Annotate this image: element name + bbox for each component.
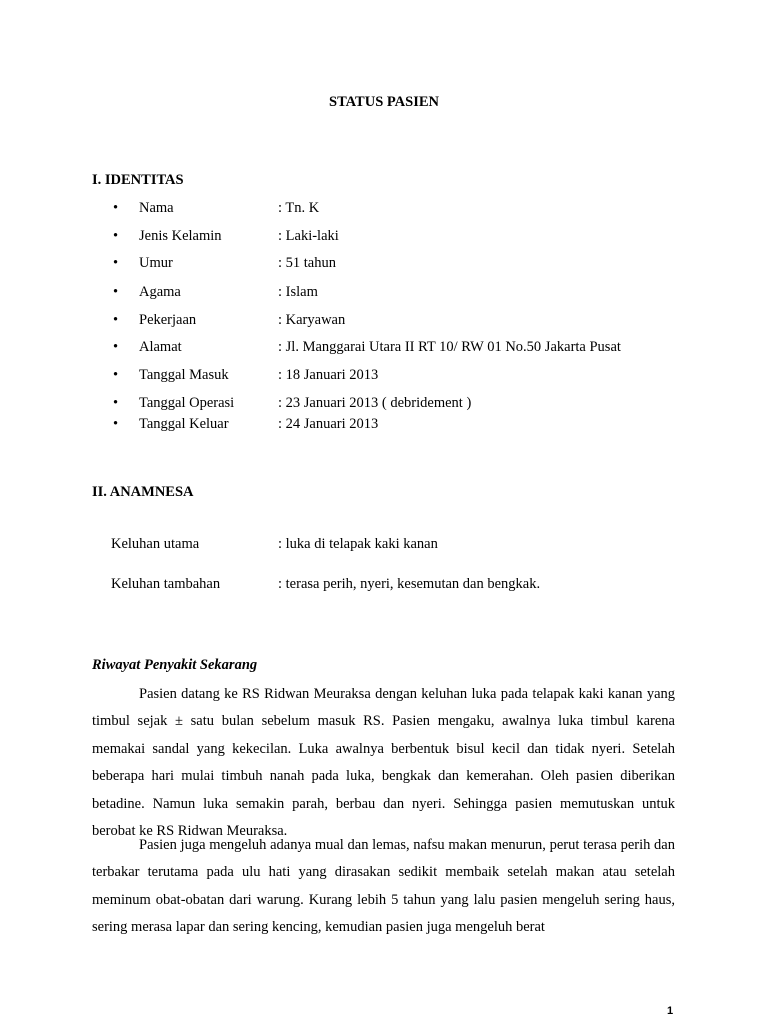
identity-label: Tanggal Masuk <box>139 367 229 383</box>
identity-label: Umur <box>139 255 173 271</box>
anamnesa-value: : luka di telapak kaki kanan <box>278 536 438 552</box>
bullet-icon: • <box>113 367 119 383</box>
identity-label: Alamat <box>139 339 182 355</box>
section-heading-anamnesa: II. ANAMNESA <box>92 484 194 500</box>
anamnesa-label: Keluhan utama <box>111 536 200 552</box>
document-title: STATUS PASIEN <box>329 94 439 110</box>
paragraph-history-2: Pasien juga mengeluh adanya mual dan lemas, nafsu makan menurun, perut terasa perih dan terbakar terutama pada ulu hati yang dirasakan sedikit membaik setelah makan atau setelah meminum obat-obatan dari warung. Kurang lebih 5 tahun yang lalu pasien mengeluh sering haus, sering merasa lapar dan sering kencing, kemudian pasien juga mengeluh berat <box>92 837 675 936</box>
bullet-icon: • <box>113 416 119 432</box>
identity-value: : Karyawan <box>278 312 346 328</box>
identity-row-jenis-kelamin <box>0 228 768 248</box>
identity-value: : 18 Januari 2013 <box>278 367 379 383</box>
identity-row-tanggal-keluar <box>0 416 768 436</box>
identity-value: : 51 tahun <box>278 255 336 271</box>
identity-value: : Islam <box>278 284 318 300</box>
identity-label: Tanggal Keluar <box>139 416 229 432</box>
bullet-icon: • <box>113 255 119 271</box>
identity-row-umur <box>0 255 768 275</box>
identity-value: : Tn. K <box>278 200 320 216</box>
page-number: 1 <box>667 1005 674 1017</box>
identity-row-tanggal-masuk <box>0 367 768 387</box>
identity-row-tanggal-operasi <box>0 395 768 415</box>
anamnesa-label: Keluhan tambahan <box>111 576 221 592</box>
identity-label: Pekerjaan <box>139 312 197 328</box>
bullet-icon: • <box>113 339 119 355</box>
identity-row-pekerjaan <box>0 312 768 332</box>
identity-label: Agama <box>139 284 181 300</box>
paragraph-history-1: Pasien datang ke RS Ridwan Meuraksa dengan keluhan luka pada telapak kaki kanan yang timbul sejak ± satu bulan sebelum masuk RS. Pasien mengaku, awalnya luka timbul karena memakai sandal yang kekecilan. Luka awalnya berbentuk bisul kecil dan tidak nyeri. Setelah beberapa hari mulai timbuh nanah pada luka, bengkak dan kemerahan. Oleh pasien diberikan betadine. Namun luka semakin parah, berbau dan nyeri. Sehingga pasien memutuskan untuk berobat ke RS Ridwan Meuraksa. <box>92 686 675 840</box>
anamnesa-row-keluhan-tambahan <box>0 576 768 596</box>
section-heading-identitas: I. IDENTITAS <box>92 172 184 188</box>
anamnesa-value: : terasa perih, nyeri, kesemutan dan bengkak. <box>278 576 541 592</box>
bullet-icon: • <box>113 312 119 328</box>
identity-row-agama <box>0 284 768 304</box>
identity-value: : Jl. Manggarai Utara II RT 10/ RW 01 No.50 Jakarta Pusat <box>278 339 621 355</box>
subheading-riwayat-penyakit: Riwayat Penyakit Sekarang <box>92 657 258 673</box>
identity-label: Tanggal Operasi <box>139 395 235 411</box>
bullet-icon: • <box>113 395 119 411</box>
anamnesa-row-keluhan-utama <box>0 536 768 556</box>
identity-value: : 24 Januari 2013 <box>278 416 379 432</box>
identity-label: Nama <box>139 200 174 216</box>
bullet-icon: • <box>113 284 119 300</box>
identity-row-nama <box>0 200 768 220</box>
identity-value: : 23 Januari 2013 ( debridement ) <box>278 395 472 411</box>
bullet-icon: • <box>113 228 119 244</box>
bullet-icon: • <box>113 200 119 216</box>
identity-row-alamat <box>0 339 768 359</box>
identity-value: : Laki-laki <box>278 228 339 244</box>
identity-label: Jenis Kelamin <box>139 228 222 244</box>
